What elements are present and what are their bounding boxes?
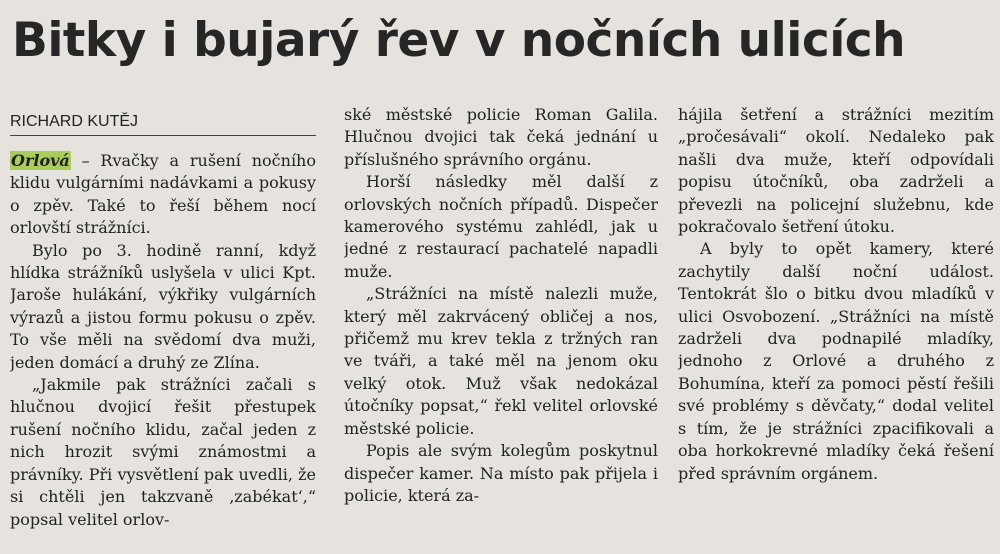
paragraph: „Strážníci na místě nalezli muže, který měl zakrvácený obličej a nos, přičemž mu krev tekla z tržných ran ve tváři, a také měl na jenom oku velký otok. Muž však nedokázal útočníky popsat,“ řekl velitel orlovské městské policie. xyxy=(344,284,658,438)
headline: Bitky i bujarý řev v nočních ulicích xyxy=(12,13,906,68)
paragraph-text: – Rvačky a rušení nočního klidu vulgárními nadávkami a pokusy o zpěv. Také to řeší během nocí orlovští strážníci. xyxy=(10,151,316,238)
paragraph: Horší následky měl další z orlovských nočních případů. Dispečer kamerového systému zahlédl, jak u jedné z restaurací pachatelé napadli muže. xyxy=(344,172,658,281)
paragraph: Bylo po 3. hodině ranní, když hlídka strážníků uslyšela v ulici Kpt. Jaroše hulákání, výkřiky vulgárních výrazů a jistou formu pokusu o zpěv. To vše měli na svědomí dva muži, jeden domácí a druhý ze Zlína. xyxy=(10,240,316,372)
paragraph: „Jakmile pak strážníci začali s hlučnou dvojicí řešit přestupek rušení nočního klidu, začal jeden z nich hrozit svými známostmi a právníky. Při vysvětlení pak uvedli, že si chtěli jen takzvaně ‚zabékat‘,“ popsal velitel orlov- xyxy=(10,375,316,529)
byline: RICHARD KUTĚJ xyxy=(10,112,316,136)
article-column-2 xyxy=(344,104,658,554)
paragraph: hájila šetření a strážníci mezitím „pročesávali“ okolí. Nedaleko pak našli dva muže, kteří odpovídali popisu útočníků, oba zadrželi a převezli na policejní služebnu, kde pokračovalo šetření útoku. xyxy=(678,105,994,237)
paragraph: Popis ale svým kolegům poskytnul dispečer kamer. Na místo pak přijela i policie, která za- xyxy=(344,441,658,505)
paragraph: A byly to opět kamery, které zachytily další noční událost. Tentokrát šlo o bitku dvou mladíků v ulici Osvobození. „Strážníci na místě zadrželi dva podnapilé mladíky, jednoho z Orlové a druhého z Bohumína, kteří za pomoci pěstí řešili své problémy s děvčaty,“ dodal velitel s tím, že je strážníci zpacifikovali a oba horkokrevné mladíky čeká řešení před správním orgánem. xyxy=(678,239,994,483)
article-column-3 xyxy=(678,104,994,554)
paragraph: ské městské policie Roman Galila. Hlučnou dvojici tak čeká jednání u příslušného správního orgánu. xyxy=(344,105,658,169)
paragraph xyxy=(10,150,316,240)
article-column-1 xyxy=(10,150,316,554)
dateline: Orlová xyxy=(11,151,70,170)
